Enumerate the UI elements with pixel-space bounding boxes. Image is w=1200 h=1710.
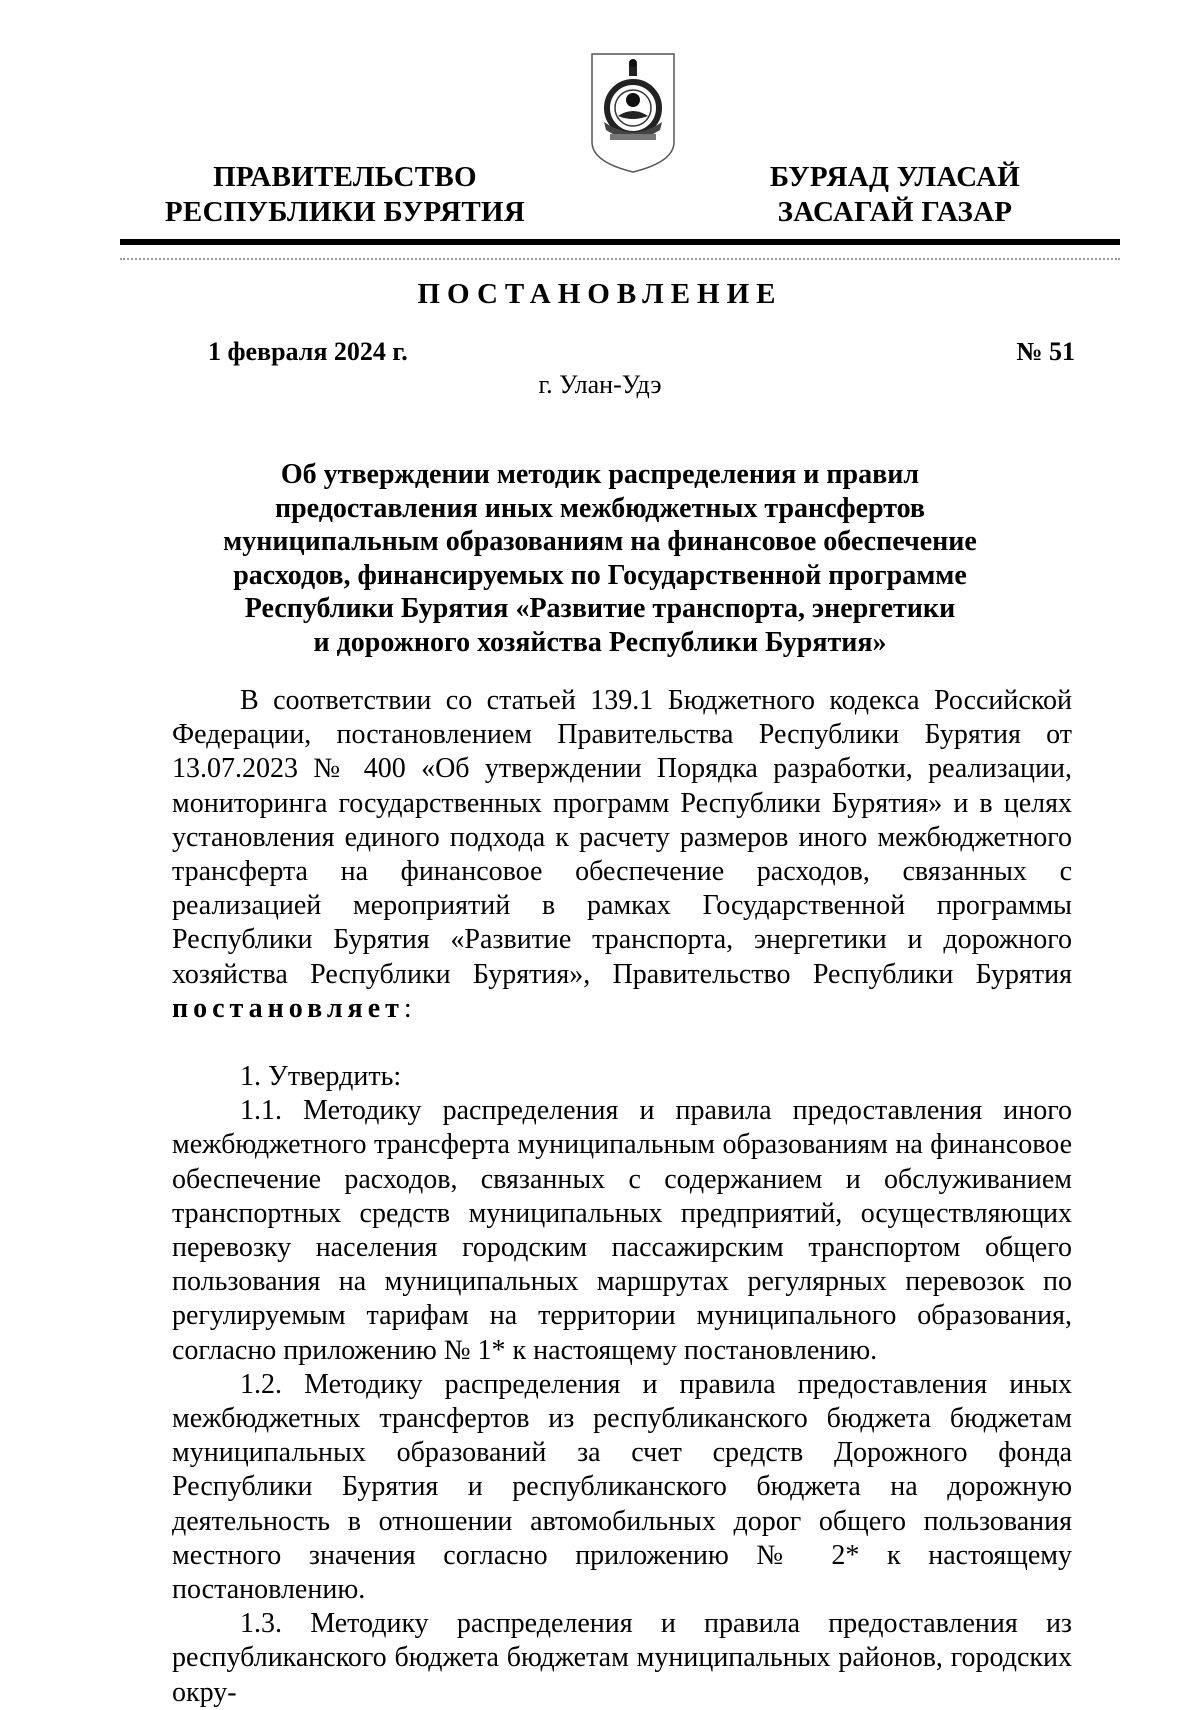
subject-line: муниципальным образованиям на финансовое обеспечение <box>223 526 977 557</box>
subject-line: Республики Бурятия «Развитие транспорта, энергетики <box>244 593 956 624</box>
subject-line: предоставления иных межбюджетных трансфертов <box>274 492 926 524</box>
item-1-1: 1.1. Методику распределения и правила предоставления иного межбюджетного трансферта муниципальным образованиям на финансовое обеспечение расходов, связанных с содержанием и обслуживанием транспортных средств муниципальных предприятий, осуществляющих перевозку населения городским пассажирским транспортом общего пользования на муниципальных маршрутах регулярных перевозок по регулируемым тарифам на территории муниципального образования, согласно приложению № 1* к настоящему постановлению. <box>172 1095 1072 1366</box>
header-left <box>150 160 540 230</box>
coat-of-arms-emblem-icon <box>588 50 678 174</box>
subject-line: расходов, финансируемых по Государственной программе <box>233 559 967 591</box>
decree-tail: : <box>403 992 412 1024</box>
header-divider-dotted <box>120 258 1120 260</box>
item-1: 1. Утвердить: <box>240 1061 402 1093</box>
document-number: № 51 <box>1016 337 1075 366</box>
header-right-line2: ЗАСАГАЙ ГАЗАР <box>777 196 1013 228</box>
header-right <box>740 160 1050 230</box>
document-subject <box>150 458 1050 659</box>
header-right-line1: БУРЯАД УЛАСАЙ <box>769 161 1021 193</box>
header-left-line1: ПРАВИТЕЛЬСТВО <box>213 161 477 193</box>
preamble-paragraph <box>172 684 1072 1026</box>
document-date: 1 февраля 2024 г. <box>208 337 408 366</box>
preamble-text: В соответствии со статьей 139.1 Бюджетного кодекса Российской Федерации, постановлением Правительства Республики Бурятия от 13.07.2023 № 400 «Об утверждении Порядка разработки, реализации, мониторинга государственных программ Республики Бурятия» и в целях установления единого подхода к расчету размеров иного межбюджетного трансферта на финансовое обеспечение расходов, связанных с реализацией мероприятий в рамках Государственной программы Республики Бурятия «Развитие транспорта, энергетики и дорожного хозяйства Республики Бурятия», Правительство Республики Бурятия <box>172 685 1072 990</box>
document-city: г. Улан-Удэ <box>538 370 662 399</box>
header-divider-thick <box>120 239 1120 245</box>
item-1-3: 1.3. Методику распределения и правила предоставления из республиканского бюджета бюджетам муниципальных районов, городских окру- <box>172 1608 1072 1708</box>
item-1-2: 1.2. Методику распределения и правила предоставления иных межбюджетных трансфертов из республиканского бюджета бюджетам муниципальных образований за счет средств Дорожного фонда Республики Бурятия и республиканского бюджета на дорожную деятельность в отношении автомобильных дорог общего пользования местного значения согласно приложению № 2* к настоящему постановлению. <box>172 1368 1072 1606</box>
subject-line: Об утверждении методик распределения и правил <box>280 459 920 490</box>
document-body <box>172 684 1072 1710</box>
header-left-line2: РЕСПУБЛИКИ БУРЯТИЯ <box>164 196 526 228</box>
decree-word: постановляет <box>172 992 404 1024</box>
subject-line: и дорожного хозяйства Республики Бурятия» <box>313 626 887 658</box>
document-type-title: ПОСТАНОВЛЕНИЕ <box>417 278 783 310</box>
